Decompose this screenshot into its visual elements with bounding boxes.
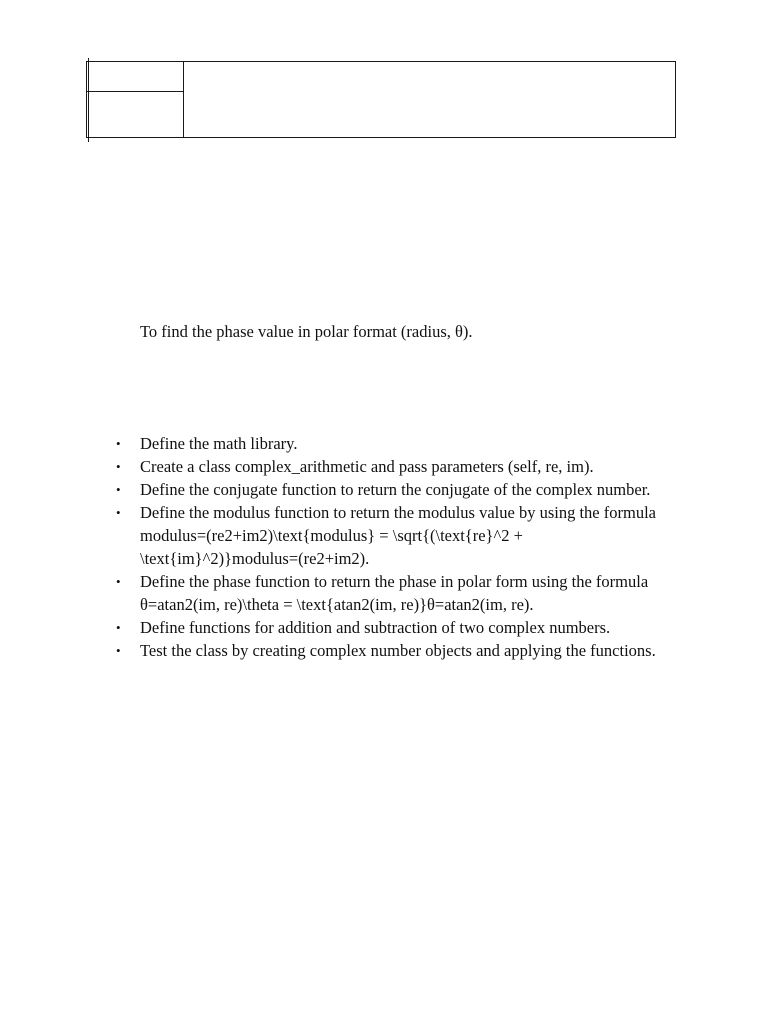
- list-item: [112, 570, 672, 616]
- header-left-bottom-cell: [87, 92, 183, 137]
- bullet-icon: •: [116, 436, 121, 451]
- list-item: [112, 432, 672, 455]
- list-item: [112, 639, 672, 662]
- list-item: [112, 616, 672, 639]
- step-text: Define functions for addition and subtraction of two complex numbers.: [140, 618, 611, 637]
- algorithm-steps-list: [112, 432, 672, 662]
- bullet-icon: •: [116, 643, 121, 658]
- bullet-icon: •: [116, 482, 121, 497]
- bullet-icon: •: [116, 574, 121, 589]
- list-item: [112, 455, 672, 478]
- header-right-cell: [184, 62, 675, 137]
- header-left-column: [87, 62, 184, 137]
- step-text: Define the math library.: [140, 434, 298, 453]
- header-table: [86, 61, 676, 138]
- step-text: Create a class complex_arithmetic and pass parameters (self, re, im).: [140, 457, 594, 476]
- bullet-icon: •: [116, 505, 121, 520]
- step-text: Define the modulus function to return the modulus value by using the formula modulus=(re2+im2)\text{modulus} = \sqrt{(\text{re}^2 + \text{im}^2)}modulus=(re2+im2).: [140, 503, 656, 568]
- step-text: Define the conjugate function to return the conjugate of the complex number.: [140, 480, 651, 499]
- bullet-icon: •: [116, 459, 121, 474]
- list-item: [112, 478, 672, 501]
- list-item: [112, 501, 672, 570]
- aim-statement: To find the phase value in polar format (radius, θ).: [140, 322, 473, 341]
- bullet-icon: •: [116, 620, 121, 635]
- header-left-top-cell: [87, 62, 183, 92]
- step-text: Define the phase function to return the phase in polar form using the formula θ=atan2(im, re)\theta = \text{atan2(im, re)}θ=atan2(im, re).: [140, 572, 649, 614]
- step-text: Test the class by creating complex number objects and applying the functions.: [140, 641, 656, 660]
